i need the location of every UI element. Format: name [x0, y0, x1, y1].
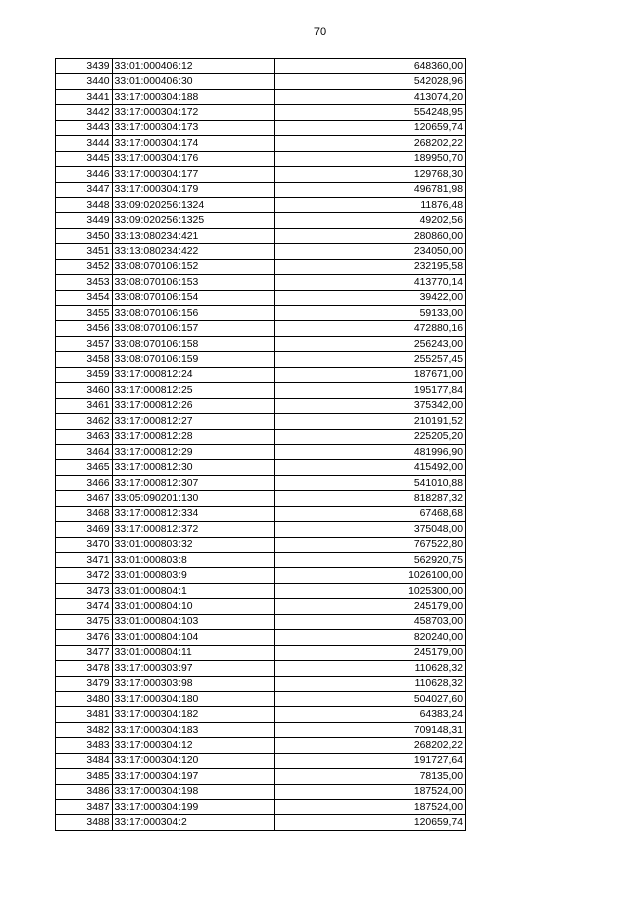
value-cell: 504027,60	[275, 691, 466, 706]
cadastral-number-cell: 33:01:000804:1	[112, 583, 275, 598]
table-row	[56, 460, 466, 475]
registry-table-body	[56, 59, 466, 831]
cadastral-number-cell: 33:08:070106:154	[112, 290, 275, 305]
row-number-cell: 3472	[56, 568, 113, 583]
table-row	[56, 59, 466, 74]
row-number-cell: 3481	[56, 707, 113, 722]
value-cell: 481996,90	[275, 444, 466, 459]
table-row	[56, 537, 466, 552]
cadastral-number-cell: 33:17:000812:27	[112, 414, 275, 429]
cadastral-number-cell: 33:17:000812:25	[112, 383, 275, 398]
row-number-cell: 3456	[56, 321, 113, 336]
cadastral-number-cell: 33:08:070106:152	[112, 259, 275, 274]
table-row	[56, 197, 466, 212]
table-row	[56, 336, 466, 351]
cadastral-number-cell: 33:17:000303:97	[112, 661, 275, 676]
value-cell: 541010,88	[275, 475, 466, 490]
row-number-cell: 3461	[56, 398, 113, 413]
row-number-cell: 3485	[56, 769, 113, 784]
cadastral-number-cell: 33:17:000304:173	[112, 120, 275, 135]
row-number-cell: 3483	[56, 738, 113, 753]
cadastral-number-cell: 33:08:070106:157	[112, 321, 275, 336]
value-cell: 818287,32	[275, 491, 466, 506]
row-number-cell: 3460	[56, 383, 113, 398]
row-number-cell: 3488	[56, 815, 113, 830]
value-cell: 67468,68	[275, 506, 466, 521]
table-row	[56, 259, 466, 274]
row-number-cell: 3440	[56, 74, 113, 89]
row-number-cell: 3458	[56, 352, 113, 367]
row-number-cell: 3463	[56, 429, 113, 444]
table-row	[56, 815, 466, 830]
row-number-cell: 3452	[56, 259, 113, 274]
table-row	[56, 614, 466, 629]
value-cell: 129768,30	[275, 167, 466, 182]
value-cell: 709148,31	[275, 722, 466, 737]
cadastral-number-cell: 33:17:000304:120	[112, 753, 275, 768]
table-row	[56, 105, 466, 120]
value-cell: 59133,00	[275, 306, 466, 321]
row-number-cell: 3454	[56, 290, 113, 305]
cadastral-number-cell: 33:01:000803:9	[112, 568, 275, 583]
value-cell: 49202,56	[275, 213, 466, 228]
table-row	[56, 167, 466, 182]
value-cell: 210191,52	[275, 414, 466, 429]
cadastral-number-cell: 33:01:000804:103	[112, 614, 275, 629]
cadastral-number-cell: 33:17:000812:372	[112, 522, 275, 537]
value-cell: 496781,98	[275, 182, 466, 197]
table-row	[56, 367, 466, 382]
row-number-cell: 3474	[56, 599, 113, 614]
value-cell: 195177,84	[275, 383, 466, 398]
cadastral-number-cell: 33:01:000804:11	[112, 645, 275, 660]
value-cell: 458703,00	[275, 614, 466, 629]
value-cell: 245179,00	[275, 599, 466, 614]
value-cell: 268202,22	[275, 738, 466, 753]
cadastral-number-cell: 33:09:020256:1325	[112, 213, 275, 228]
cadastral-number-cell: 33:17:000304:176	[112, 151, 275, 166]
value-cell: 189950,70	[275, 151, 466, 166]
row-number-cell: 3471	[56, 553, 113, 568]
page-number: 70	[313, 26, 327, 38]
table-row	[56, 89, 466, 104]
value-cell: 234050,00	[275, 244, 466, 259]
cadastral-number-cell: 33:17:000812:29	[112, 444, 275, 459]
value-cell: 187524,00	[275, 784, 466, 799]
table-row	[56, 599, 466, 614]
table-row	[56, 475, 466, 490]
value-cell: 256243,00	[275, 336, 466, 351]
table-row	[56, 784, 466, 799]
cadastral-number-cell: 33:17:000304:198	[112, 784, 275, 799]
row-number-cell: 3468	[56, 506, 113, 521]
cadastral-number-cell: 33:17:000812:26	[112, 398, 275, 413]
row-number-cell: 3480	[56, 691, 113, 706]
table-row	[56, 383, 466, 398]
value-cell: 245179,00	[275, 645, 466, 660]
row-number-cell: 3470	[56, 537, 113, 552]
table-row	[56, 645, 466, 660]
row-number-cell: 3464	[56, 444, 113, 459]
table-row	[56, 691, 466, 706]
row-number-cell: 3478	[56, 661, 113, 676]
cadastral-number-cell: 33:17:000304:177	[112, 167, 275, 182]
table-row	[56, 553, 466, 568]
table-row	[56, 707, 466, 722]
cadastral-number-cell: 33:17:000812:307	[112, 475, 275, 490]
cadastral-number-cell: 33:17:000304:179	[112, 182, 275, 197]
value-cell: 120659,74	[275, 120, 466, 135]
table-row	[56, 151, 466, 166]
value-cell: 280860,00	[275, 228, 466, 243]
value-cell: 1026100,00	[275, 568, 466, 583]
row-number-cell: 3453	[56, 275, 113, 290]
table-row	[56, 306, 466, 321]
table-row	[56, 228, 466, 243]
table-row	[56, 414, 466, 429]
table-row	[56, 491, 466, 506]
cadastral-number-cell: 33:09:020256:1324	[112, 197, 275, 212]
row-number-cell: 3476	[56, 630, 113, 645]
cadastral-number-cell: 33:01:000406:30	[112, 74, 275, 89]
value-cell: 268202,22	[275, 136, 466, 151]
cadastral-number-cell: 33:17:000303:98	[112, 676, 275, 691]
row-number-cell: 3477	[56, 645, 113, 660]
cadastral-number-cell: 33:08:070106:156	[112, 306, 275, 321]
value-cell: 78135,00	[275, 769, 466, 784]
cadastral-number-cell: 33:17:000304:180	[112, 691, 275, 706]
row-number-cell: 3466	[56, 475, 113, 490]
cadastral-number-cell: 33:08:070106:159	[112, 352, 275, 367]
value-cell: 232195,58	[275, 259, 466, 274]
value-cell: 415492,00	[275, 460, 466, 475]
table-row	[56, 676, 466, 691]
table-row	[56, 661, 466, 676]
cadastral-number-cell: 33:17:000812:28	[112, 429, 275, 444]
cadastral-number-cell: 33:17:000304:2	[112, 815, 275, 830]
row-number-cell: 3450	[56, 228, 113, 243]
cadastral-number-cell: 33:08:070106:153	[112, 275, 275, 290]
row-number-cell: 3484	[56, 753, 113, 768]
table-row	[56, 290, 466, 305]
registry-table	[55, 58, 466, 831]
cadastral-number-cell: 33:01:000803:8	[112, 553, 275, 568]
row-number-cell: 3448	[56, 197, 113, 212]
value-cell: 187671,00	[275, 367, 466, 382]
cadastral-number-cell: 33:05:090201:130	[112, 491, 275, 506]
row-number-cell: 3445	[56, 151, 113, 166]
value-cell: 187524,00	[275, 800, 466, 815]
table-row	[56, 429, 466, 444]
value-cell: 472880,16	[275, 321, 466, 336]
table-row	[56, 769, 466, 784]
row-number-cell: 3486	[56, 784, 113, 799]
value-cell: 375048,00	[275, 522, 466, 537]
cadastral-number-cell: 33:13:080234:421	[112, 228, 275, 243]
table-row	[56, 213, 466, 228]
value-cell: 413770,14	[275, 275, 466, 290]
value-cell: 375342,00	[275, 398, 466, 413]
row-number-cell: 3441	[56, 89, 113, 104]
table-row	[56, 321, 466, 336]
cadastral-number-cell: 33:01:000803:32	[112, 537, 275, 552]
row-number-cell: 3443	[56, 120, 113, 135]
cadastral-number-cell: 33:17:000304:183	[112, 722, 275, 737]
table-row	[56, 722, 466, 737]
value-cell: 413074,20	[275, 89, 466, 104]
row-number-cell: 3469	[56, 522, 113, 537]
table-row	[56, 738, 466, 753]
row-number-cell: 3442	[56, 105, 113, 120]
row-number-cell: 3462	[56, 414, 113, 429]
row-number-cell: 3475	[56, 614, 113, 629]
table-row	[56, 275, 466, 290]
cadastral-number-cell: 33:01:000804:104	[112, 630, 275, 645]
table-row	[56, 630, 466, 645]
cadastral-number-cell: 33:17:000812:334	[112, 506, 275, 521]
cadastral-number-cell: 33:17:000812:24	[112, 367, 275, 382]
cadastral-number-cell: 33:17:000304:172	[112, 105, 275, 120]
cadastral-number-cell: 33:17:000304:188	[112, 89, 275, 104]
table-row	[56, 136, 466, 151]
value-cell: 64383,24	[275, 707, 466, 722]
row-number-cell: 3487	[56, 800, 113, 815]
value-cell: 255257,45	[275, 352, 466, 367]
value-cell: 562920,75	[275, 553, 466, 568]
row-number-cell: 3449	[56, 213, 113, 228]
value-cell: 39422,00	[275, 290, 466, 305]
row-number-cell: 3479	[56, 676, 113, 691]
row-number-cell: 3446	[56, 167, 113, 182]
row-number-cell: 3482	[56, 722, 113, 737]
row-number-cell: 3447	[56, 182, 113, 197]
value-cell: 542028,96	[275, 74, 466, 89]
value-cell: 225205,20	[275, 429, 466, 444]
table-row	[56, 244, 466, 259]
cadastral-number-cell: 33:17:000304:197	[112, 769, 275, 784]
table-row	[56, 568, 466, 583]
cadastral-number-cell: 33:01:000406:12	[112, 59, 275, 74]
value-cell: 191727,64	[275, 753, 466, 768]
table-row	[56, 583, 466, 598]
row-number-cell: 3439	[56, 59, 113, 74]
value-cell: 110628,32	[275, 661, 466, 676]
row-number-cell: 3459	[56, 367, 113, 382]
table-row	[56, 753, 466, 768]
table-row	[56, 74, 466, 89]
table-row	[56, 398, 466, 413]
table-row	[56, 800, 466, 815]
cadastral-number-cell: 33:17:000304:182	[112, 707, 275, 722]
table-row	[56, 506, 466, 521]
value-cell: 11876,48	[275, 197, 466, 212]
row-number-cell: 3465	[56, 460, 113, 475]
table-row	[56, 522, 466, 537]
row-number-cell: 3444	[56, 136, 113, 151]
table-row	[56, 444, 466, 459]
row-number-cell: 3451	[56, 244, 113, 259]
cadastral-number-cell: 33:13:080234:422	[112, 244, 275, 259]
row-number-cell: 3467	[56, 491, 113, 506]
cadastral-number-cell: 33:17:000304:174	[112, 136, 275, 151]
table-row	[56, 182, 466, 197]
cadastral-number-cell: 33:08:070106:158	[112, 336, 275, 351]
cadastral-number-cell: 33:17:000304:199	[112, 800, 275, 815]
row-number-cell: 3457	[56, 336, 113, 351]
value-cell: 554248,95	[275, 105, 466, 120]
value-cell: 820240,00	[275, 630, 466, 645]
cadastral-number-cell: 33:17:000304:12	[112, 738, 275, 753]
value-cell: 1025300,00	[275, 583, 466, 598]
cadastral-number-cell: 33:17:000812:30	[112, 460, 275, 475]
cadastral-number-cell: 33:01:000804:10	[112, 599, 275, 614]
value-cell: 110628,32	[275, 676, 466, 691]
value-cell: 120659,74	[275, 815, 466, 830]
value-cell: 648360,00	[275, 59, 466, 74]
table-row	[56, 352, 466, 367]
value-cell: 767522,80	[275, 537, 466, 552]
row-number-cell: 3473	[56, 583, 113, 598]
row-number-cell: 3455	[56, 306, 113, 321]
table-row	[56, 120, 466, 135]
